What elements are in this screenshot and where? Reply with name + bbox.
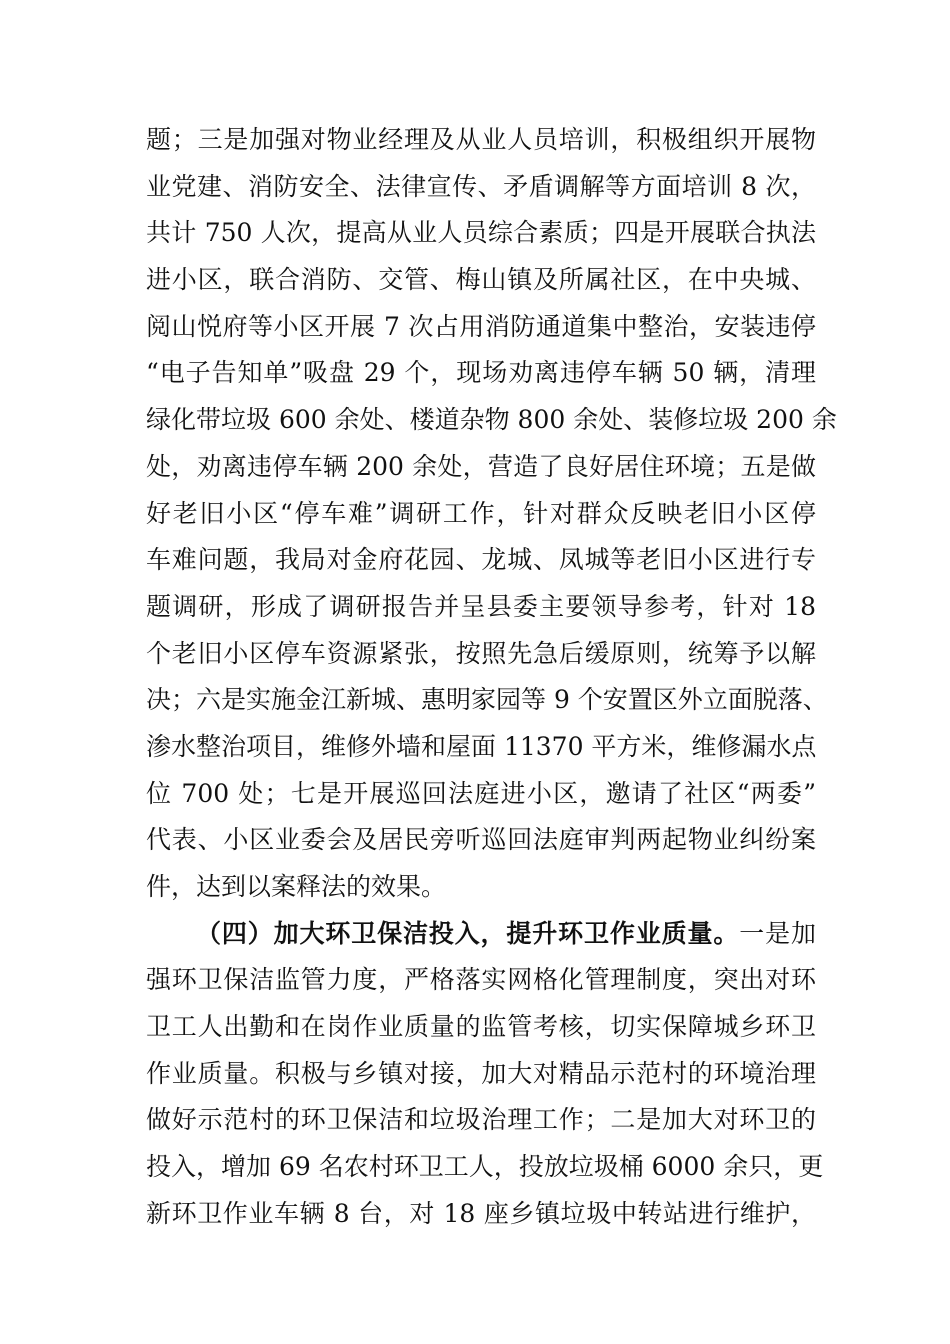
text-line: 新环卫作业车辆 8 台，对 18 座乡镇垃圾中转站进行维护， (146, 1198, 816, 1228)
text-line: 进小区，联合消防、交管、梅山镇及所属社区，在中央城、 (146, 265, 816, 295)
text-line: 业党建、消防安全、法律宣传、矛盾调解等方面培训 8 次， (146, 171, 816, 201)
text-line: 做好示范村的环卫保洁和垃圾治理工作；二是加大对环卫的 (146, 1105, 816, 1135)
text-line: 渗水整治项目，维修外墙和屋面 11370 平方米，维修漏水点 (146, 731, 817, 761)
text-line: 题；三是加强对物业经理及从业人员培训，积极组织开展物 (146, 125, 816, 154)
text-line: 代表、小区业委会及居民旁听巡回法庭审判两起物业纠纷案 (146, 825, 816, 855)
paragraph-1 (146, 117, 837, 911)
text-line: 件，达到以案释法的效果。 (146, 872, 447, 901)
text-line: “电子告知单”吸盘 29 个，现场劝离违停车辆 50 辆，清理 (146, 358, 816, 388)
text-line: 强环卫保洁监管力度，严格落实网格化管理制度，突出对环 (146, 965, 816, 995)
heading-continuation: 一是加 (739, 918, 816, 948)
paragraph-2 (146, 911, 824, 1238)
text-line: 卫工人出勤和在岗作业质量的监管考核，切实保障城乡环卫 (146, 1012, 816, 1042)
text-line (146, 911, 816, 958)
text-line: 题调研，形成了调研报告并呈县委主要领导参考，针对 18 (146, 591, 816, 621)
section-heading: （四）加大环卫保洁投入，提升环卫作业质量。 (196, 918, 740, 948)
text-line: 作业质量。积极与乡镇对接，加大对精品示范村的环境治理 (146, 1058, 816, 1088)
text-line: 个老旧小区停车资源紧张，按照先急后缓原则，统筹予以解 (146, 638, 816, 668)
text-line: 好老旧小区“停车难”调研工作，针对群众反映老旧小区停 (146, 498, 816, 528)
text-line: 决；六是实施金江新城、惠明家园等 9 个安置区外立面脱落、 (146, 685, 828, 715)
body-text (146, 117, 837, 1238)
text-line: 处，劝离违停车辆 200 余处，营造了良好居住环境；五是做 (146, 451, 816, 481)
text-line: 投入，增加 69 名农村环卫工人，投放垃圾桶 6000 余只，更 (146, 1152, 824, 1182)
text-line: 绿化带垃圾 600 余处、楼道杂物 800 余处、装修垃圾 200 余 (146, 405, 837, 435)
text-line: 车难问题，我局对金府花园、龙城、凤城等老旧小区进行专 (146, 545, 816, 575)
text-line: 共计 750 人次，提高从业人员综合素质；四是开展联合执法 (146, 218, 816, 248)
text-line: 位 700 处；七是开展巡回法庭进小区，邀请了社区“两委” (146, 778, 816, 808)
text-line: 阅山悦府等小区开展 7 次占用消防通道集中整治，安装违停 (146, 311, 816, 341)
